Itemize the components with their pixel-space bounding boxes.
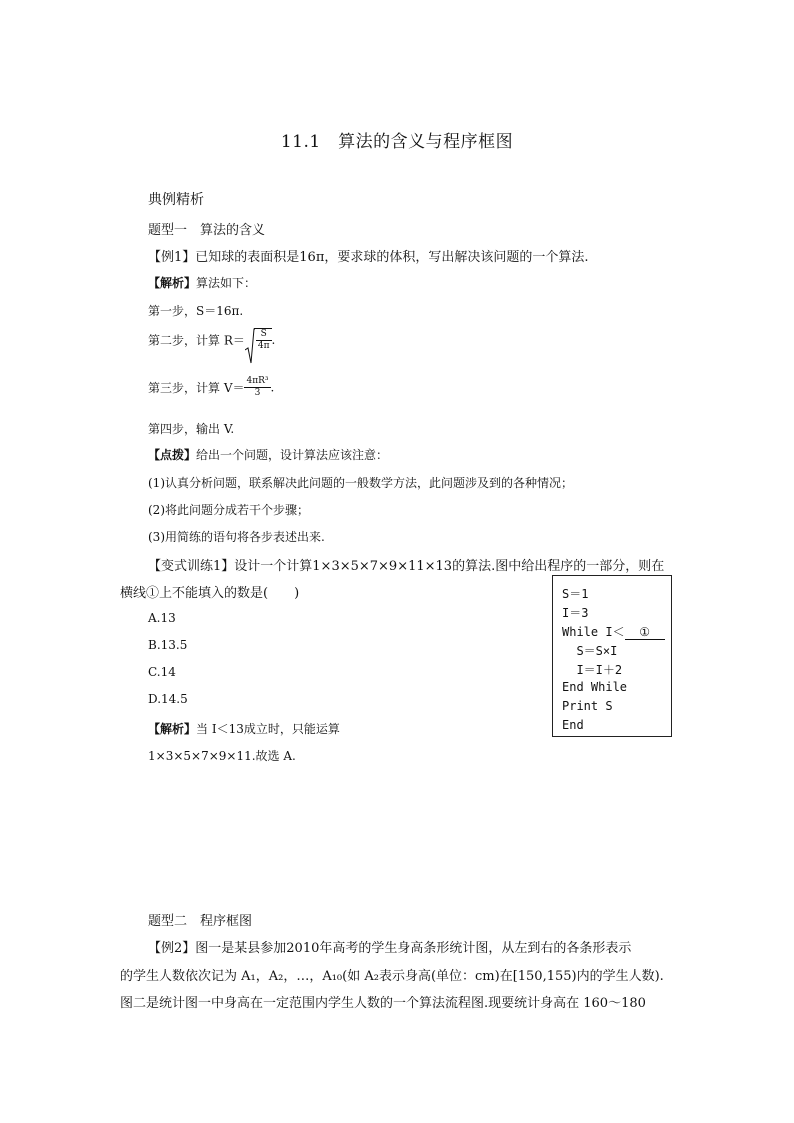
solution-intro: 算法如下：	[196, 276, 257, 290]
solution-step4: 第四步，输出 V.	[148, 422, 235, 436]
option-a: A.13	[148, 611, 176, 625]
exercise1-solution-line2: 1×3×5×7×9×11.故选 A.	[148, 749, 296, 763]
solution-step3: 第三步，计算 V＝ $\frac{\text{4πR³}}{3}$ .	[148, 376, 275, 398]
sqrt-denominator: 4π	[257, 341, 270, 351]
tip-intro: 给出一个问题，设计算法应该注意：	[196, 448, 389, 462]
tip-item: (2)将此问题分成若干个步骤；	[148, 503, 309, 517]
program-line: While I＜	[562, 625, 625, 639]
solution-step2: 第二步，计算 R＝ $\frac{S}{4\pi}$ .	[148, 328, 275, 352]
volume-numerator: 4πR³	[246, 376, 269, 386]
example1-text: 已知球的表面积是16π，要求球的体积，写出解决该问题的一个算法.	[195, 250, 589, 265]
sqrt-expression	[245, 328, 272, 352]
tip-tag: 【点拨】	[148, 448, 197, 462]
option-d: D.14.5	[148, 692, 188, 706]
program-line: Print S	[562, 699, 613, 713]
solution-intro-line	[148, 274, 256, 291]
example1-tag: 【例1】	[148, 250, 196, 265]
program-box	[552, 575, 672, 737]
solution-tag: 【解析】	[148, 276, 197, 290]
type1-heading: 题型一 算法的含义	[148, 223, 266, 238]
exercise1-tag: 【变式训练1】	[148, 559, 235, 574]
example2-text: 图一是某县参加2010年高考的学生身高条形统计图，从左到右的各条形表示	[195, 941, 632, 956]
page-title: 11.1 算法的含义与程序框图	[280, 132, 514, 152]
step3-prefix: 第三步，计算 V＝	[148, 381, 245, 395]
exercise1-line1	[148, 555, 664, 574]
program-line: I＝I＋2	[562, 663, 623, 677]
volume-fraction	[244, 376, 270, 399]
program-line: End While	[562, 680, 628, 694]
program-line: S＝1	[562, 587, 589, 601]
tip-item: (1)认真分析问题，联系解决此问题的一般数学方法，此问题涉及到的各种情况；	[148, 476, 574, 490]
type2-heading: 题型二 程序框图	[148, 914, 253, 929]
example2-tag: 【例2】	[148, 941, 196, 956]
program-line: S＝S×I	[562, 644, 618, 658]
exercise1-solution-text: 当 I＜13成立时，只能运算	[196, 722, 340, 736]
exercise1-solution	[148, 720, 340, 737]
example2-line3: 图二是统计图一中身高在一定范围内学生人数的一个算法流程图.现要统计身高在 160～180	[120, 996, 646, 1011]
blank-1: ①	[625, 625, 665, 640]
section-header: 典例精析	[148, 192, 204, 208]
exercise1-line2: 横线①上不能填入的数是( )	[120, 586, 300, 601]
volume-denominator: 3	[254, 388, 261, 398]
exercise1-solution-tag: 【解析】	[148, 722, 197, 736]
example1	[148, 246, 589, 265]
exercise1-text: 设计一个计算1×3×5×7×9×11×13的算法.图中给出程序的一部分，则在	[234, 559, 665, 574]
sqrt-numerator: S	[256, 329, 272, 341]
tip-item: (3)用简练的语句将各步表述出来.	[148, 530, 325, 544]
example2-line1	[148, 937, 631, 956]
program-line: I＝3	[562, 606, 589, 620]
tip-intro-line	[148, 446, 388, 463]
program-line-while	[562, 623, 665, 640]
option-c: C.14	[148, 665, 176, 679]
option-b: B.13.5	[148, 638, 188, 652]
step2-prefix: 第二步，计算 R＝	[148, 333, 245, 348]
program-line: End	[562, 718, 584, 732]
solution-step1: 第一步，S＝16π.	[148, 304, 244, 318]
example2-line2: 的学生人数依次记为 A₁，A₂，…，A₁₀(如 A₂表示身高(单位：cm)在[150,155)内的学生人数).	[120, 969, 664, 984]
